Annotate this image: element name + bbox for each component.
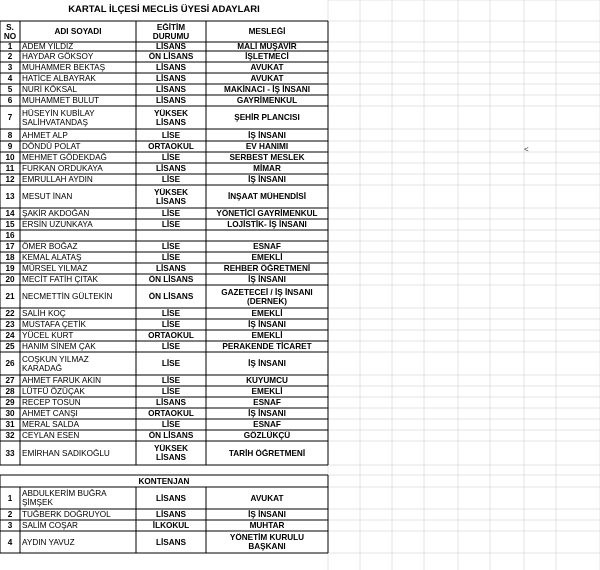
candidate-education: LİSE <box>161 209 181 218</box>
candidate-education: LİSE <box>161 220 181 229</box>
candidate-education: LİSANS <box>155 63 187 72</box>
candidate-profession: PERAKENDE TİCARET <box>222 342 312 351</box>
candidate-no: 19 <box>5 264 15 273</box>
candidate-education: YÜKSEK LİSANS <box>153 444 189 462</box>
candidate-no: 15 <box>5 220 15 229</box>
candidate-profession: LOJİSTİK- İŞ İNSANI <box>227 220 307 229</box>
quota-name: TUĞBERK DOĞRUYOL <box>22 510 111 519</box>
header-no: S. NO <box>3 23 17 41</box>
candidate-name: AHMET CANŞI <box>22 409 78 418</box>
candidate-education: LİSANS <box>155 85 187 94</box>
candidate-no: 33 <box>5 449 15 458</box>
candidate-education: LİSANS <box>155 74 187 83</box>
candidate-education: ORTAOKUL <box>148 331 194 340</box>
candidate-education: LİSE <box>161 420 181 429</box>
candidate-profession: İŞ İNSANI <box>248 131 286 140</box>
header-education: EĞİTİM DURUMU <box>152 23 190 41</box>
candidate-name: MERAL SALDA <box>22 420 80 429</box>
candidate-profession: AVUKAT <box>250 63 284 72</box>
candidate-no: 2 <box>7 52 13 61</box>
candidate-name: RECEP TOSUN <box>22 398 81 407</box>
candidate-profession: İŞ İNSANI <box>248 320 286 329</box>
candidate-profession: KUYUMCU <box>246 376 288 385</box>
candidate-name: LÜTFÜ ÖZÜÇAK <box>22 387 85 396</box>
candidate-profession: GAYRİMENKUL <box>236 96 298 105</box>
candidate-profession: EMEKLİ <box>251 331 283 340</box>
candidate-no: 29 <box>5 398 15 407</box>
candidate-education: LİSE <box>161 359 181 368</box>
candidate-education: ORTAOKUL <box>148 409 194 418</box>
candidate-no: 8 <box>7 131 13 140</box>
candidate-no: 24 <box>5 331 15 340</box>
quota-profession: YÖNETİM KURULU BAŞKANI <box>229 533 305 551</box>
candidate-no: 3 <box>7 63 13 72</box>
candidate-no: 26 <box>5 359 15 368</box>
candidate-name: MEHMET GÖDEKDAĞ <box>22 153 107 162</box>
candidate-no: 16 <box>5 231 15 240</box>
candidate-education: LİSE <box>161 309 181 318</box>
candidate-no: 12 <box>5 175 15 184</box>
candidate-name: AHMET ALP <box>22 131 68 140</box>
quota-education: LİSANS <box>155 538 187 547</box>
candidate-no: 27 <box>5 376 15 385</box>
candidate-no: 22 <box>5 309 15 318</box>
candidate-name: MUHAMMET BULUT <box>22 96 100 105</box>
candidate-profession: MİMAR <box>253 164 281 173</box>
candidate-education: ORTAOKUL <box>148 142 194 151</box>
candidate-name: ŞAKİR AKDOĞAN <box>22 209 90 218</box>
candidate-name: HÜSEYİN KUBİLAY SALİHVATANDAŞ <box>22 109 95 127</box>
candidate-no: 1 <box>7 42 13 51</box>
candidate-no: 6 <box>7 96 13 105</box>
candidate-education: LİSANS <box>155 164 187 173</box>
quota-education: İLKOKUL <box>152 521 190 530</box>
candidate-name: DÖNDÜ POLAT <box>22 142 81 151</box>
candidate-name: HATİCE ALBAYRAK <box>22 74 96 83</box>
candidate-no: 30 <box>5 409 15 418</box>
candidate-no: 4 <box>7 74 13 83</box>
candidate-name: YÜCEL KURT <box>22 331 74 340</box>
candidate-no: 11 <box>5 164 15 173</box>
candidate-education: LİSE <box>161 376 181 385</box>
candidate-education: ÖN LİSANS <box>148 431 194 440</box>
candidate-profession: YÖNETİCİ GAYRİMENKUL <box>216 209 318 218</box>
candidate-name: HANIM SİNEM ÇAK <box>22 342 96 351</box>
candidate-no: 13 <box>5 192 15 201</box>
candidate-name: COŞKUN YILMAZ KARADAĞ <box>22 355 89 373</box>
candidate-education: ÖN LİSANS <box>148 52 194 61</box>
candidate-no: 31 <box>5 420 15 429</box>
quota-profession: AVUKAT <box>250 494 284 503</box>
quota-name: ABDULKERİM BUĞRA ŞİMŞEK <box>22 489 107 507</box>
candidate-education: YÜKSEK LİSANS <box>153 109 189 127</box>
quota-name: AYDIN YAVUZ <box>22 538 75 547</box>
candidate-profession: EV HANIMI <box>245 142 289 151</box>
candidate-profession: EMEKLİ <box>251 309 283 318</box>
candidate-education: LİSANS <box>155 398 187 407</box>
candidate-profession: EMEKLİ <box>251 253 283 262</box>
candidate-no: 32 <box>5 431 15 440</box>
candidate-profession: EMEKLİ <box>251 387 283 396</box>
candidate-education: LİSE <box>161 342 181 351</box>
quota-no: 1 <box>7 494 13 503</box>
header-name: ADI SOYADI <box>54 27 102 36</box>
candidate-no: 21 <box>5 292 15 301</box>
candidate-education: LİSANS <box>155 264 187 273</box>
candidate-profession: İŞLETMECİ <box>245 52 289 61</box>
candidate-profession: İŞ İNSANI <box>248 175 286 184</box>
candidate-name: EMİRHAN SADIKOĞLU <box>22 449 110 458</box>
candidate-name: ERSİN UZUNKAYA <box>22 220 93 229</box>
candidate-profession: ESNAF <box>253 398 281 407</box>
candidate-profession: REHBER ÖĞRETMENİ <box>223 264 311 273</box>
candidate-name: ÖMER BOĞAZ <box>22 242 78 251</box>
candidate-profession: İŞ İNSANI <box>248 275 286 284</box>
candidate-education: ÖN LİSANS <box>148 275 194 284</box>
candidate-name: CEYLAN ESEN <box>22 431 80 440</box>
candidate-no: 20 <box>5 275 15 284</box>
candidate-profession: ŞEHİR PLANCISI <box>234 113 300 122</box>
header-profession: MESLEĞİ <box>248 27 286 36</box>
stray-mark: < <box>524 145 529 154</box>
candidate-no: 25 <box>5 342 15 351</box>
candidate-profession: MALİ MÜŞAVİR <box>237 42 297 51</box>
candidate-profession: İNŞAAT MÜHENDİSİ <box>227 192 307 201</box>
candidate-education: YÜKSEK LİSANS <box>153 188 189 206</box>
candidate-education: LİSE <box>161 387 181 396</box>
candidate-education: LİSE <box>161 320 181 329</box>
candidate-name: MUHAMMER BEKTAŞ <box>22 63 106 72</box>
candidate-profession: İŞ İNSANI <box>248 359 286 368</box>
quota-profession: İŞ İNSANI <box>248 510 286 519</box>
candidate-no: 7 <box>7 113 13 122</box>
candidate-name: FURKAN ORDUKAYA <box>22 164 103 173</box>
candidate-name: MESUT İNAN <box>22 192 73 201</box>
candidate-no: 9 <box>7 142 13 151</box>
candidate-education: LİSE <box>161 242 181 251</box>
candidate-profession: TARİH ÖĞRETMENİ <box>228 449 306 458</box>
quota-no: 4 <box>7 538 13 547</box>
quota-education: LİSANS <box>155 510 187 519</box>
candidate-education: LİSE <box>161 175 181 184</box>
candidate-name: HAYDAR GÖKSOY <box>22 52 94 61</box>
candidate-name: NECMETTİN GÜLTEKİN <box>22 292 113 301</box>
candidate-no: 14 <box>5 209 15 218</box>
candidate-profession: AVUKAT <box>250 74 284 83</box>
candidate-name: MUSTAFA ÇETİK <box>22 320 86 329</box>
candidate-profession: ESNAF <box>253 242 281 251</box>
quota-no: 2 <box>7 510 13 519</box>
quota-profession: MUHTAR <box>249 521 285 530</box>
quota-title: KONTENJAN <box>138 477 190 486</box>
candidate-education: LİSANS <box>155 96 187 105</box>
candidate-profession: ESNAF <box>253 420 281 429</box>
candidate-no: 28 <box>5 387 15 396</box>
document-title: KARTAL İLÇESİ MECLİS ÜYESİ ADAYLARI <box>68 4 260 15</box>
candidate-education: LİSANS <box>155 42 187 51</box>
candidate-profession: SERBEST MESLEK <box>229 153 305 162</box>
candidate-name: EMRULLAH AYDIN <box>22 175 93 184</box>
quota-no: 3 <box>7 521 13 530</box>
candidate-name: ADEM YILDIZ <box>22 42 74 51</box>
candidate-education: LİSE <box>161 153 181 162</box>
candidate-name: MECİT FATİH ÇITAK <box>22 275 98 284</box>
candidate-name: KEMAL ALATAŞ <box>22 253 82 262</box>
candidate-profession: MAKİNACI - İŞ İNSANI <box>224 85 310 94</box>
candidate-education: ÖN LİSANS <box>148 292 194 301</box>
candidate-no: 18 <box>5 253 15 262</box>
candidate-name: MÜRSEL YILMAZ <box>22 264 88 273</box>
quota-name: SALİM COŞAR <box>22 521 78 530</box>
candidate-profession: İŞ İNSANI <box>248 409 286 418</box>
candidate-no: 17 <box>5 242 15 251</box>
candidate-name: NURİ KÖKSAL <box>22 85 78 94</box>
candidate-profession: GÖZLÜKÇÜ <box>243 431 291 440</box>
candidate-no: 5 <box>7 85 13 94</box>
candidate-no: 23 <box>5 320 15 329</box>
candidate-name: SALİH KOÇ <box>22 309 66 318</box>
candidate-profession: GAZETECEİ / İŞ İNSANI (DERNEK) <box>221 288 313 306</box>
candidate-education: LİSE <box>161 131 181 140</box>
candidate-education: LİSE <box>161 253 181 262</box>
candidate-no: 10 <box>5 153 15 162</box>
candidate-name: AHMET FARUK AKIN <box>22 376 102 385</box>
quota-education: LİSANS <box>155 494 187 503</box>
